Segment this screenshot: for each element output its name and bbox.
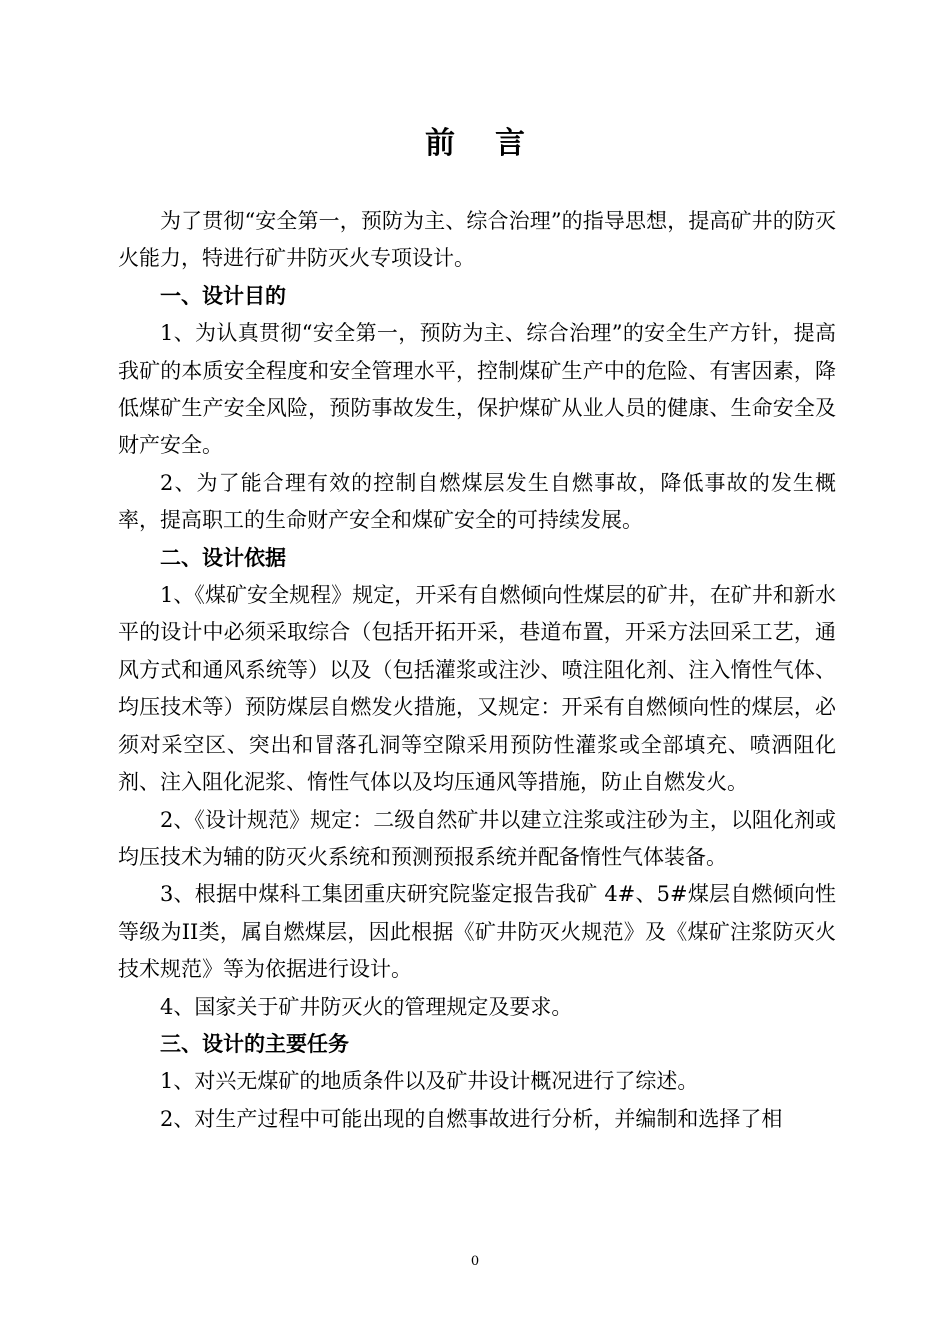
paragraph: 2、为了能合理有效的控制自燃煤层发生自燃事故，降低事故的发生概率，提高职工的生命财产安全和煤矿安全的可持续发展。 [118, 470, 836, 533]
paragraph: 1、为认真贯彻“安全第一，预防为主、综合治理”的安全生产方针，提高我矿的本质安全程度和安全管理水平，控制煤矿生产中的危险、有害因素，降低煤矿生产安全风险，预防事故发生，保护煤矿从业人员的健康、生命安全及财产安全。 [118, 321, 836, 458]
paragraph: 4、国家关于矿井防灭火的管理规定及要求。 [160, 994, 573, 1019]
page-number: 0 [470, 1254, 480, 1269]
paragraph: 3、根据中煤科工集团重庆研究院鉴定报告我矿 4#、5#煤层自燃倾向性等级为II类，属自燃煤层，因此根据《矿井防灭火规范》及《煤矿注浆防灭火技术规范》等为依据进行设计。 [118, 882, 836, 982]
intro-paragraph: 为了贯彻“安全第一，预防为主、综合治理”的指导思想，提高矿井的防灭火能力，特进行矿井防灭火专项设计。 [118, 209, 836, 271]
paragraph: 2、《设计规范》规定：二级自然矿井以建立注浆或注砂为主，以阻化剂或均压技术为辅的防灭火系统和预测预报系统并配备惰性气体装备。 [118, 807, 836, 869]
document-body [118, 203, 836, 1138]
section-heading-tasks: 三、设计的主要任务 [160, 1031, 349, 1056]
page-title: 前言 [425, 126, 565, 161]
paragraph: 1、《煤矿安全规程》规定，开采有自燃倾向性煤层的矿井，在矿井和新水平的设计中必须采取综合（包括开拓开采，巷道布置，开采方法回采工艺，通风方式和通风系统等）以及（包括灌浆或注沙、喷注阻化剂、注入惰性气体、均压技术等）预防煤层自燃发火措施，又规定：开采有自燃倾向性的煤层，必须对采空区、突出和冒落孔洞等空隙采用预防性灌浆或全部填充、喷洒阻化剂、注入阻化泥浆、惰性气体以及均压通风等措施，防止自燃发火。 [118, 583, 836, 795]
section-heading-basis: 二、设计依据 [160, 545, 286, 570]
paragraph: 1、对兴无煤矿的地质条件以及矿井设计概况进行了综述。 [160, 1069, 699, 1094]
section-heading-purpose: 一、设计目的 [160, 283, 286, 308]
paragraph: 2、对生产过程中可能出现的自燃事故进行分析，并编制和选择了相 [160, 1106, 783, 1131]
